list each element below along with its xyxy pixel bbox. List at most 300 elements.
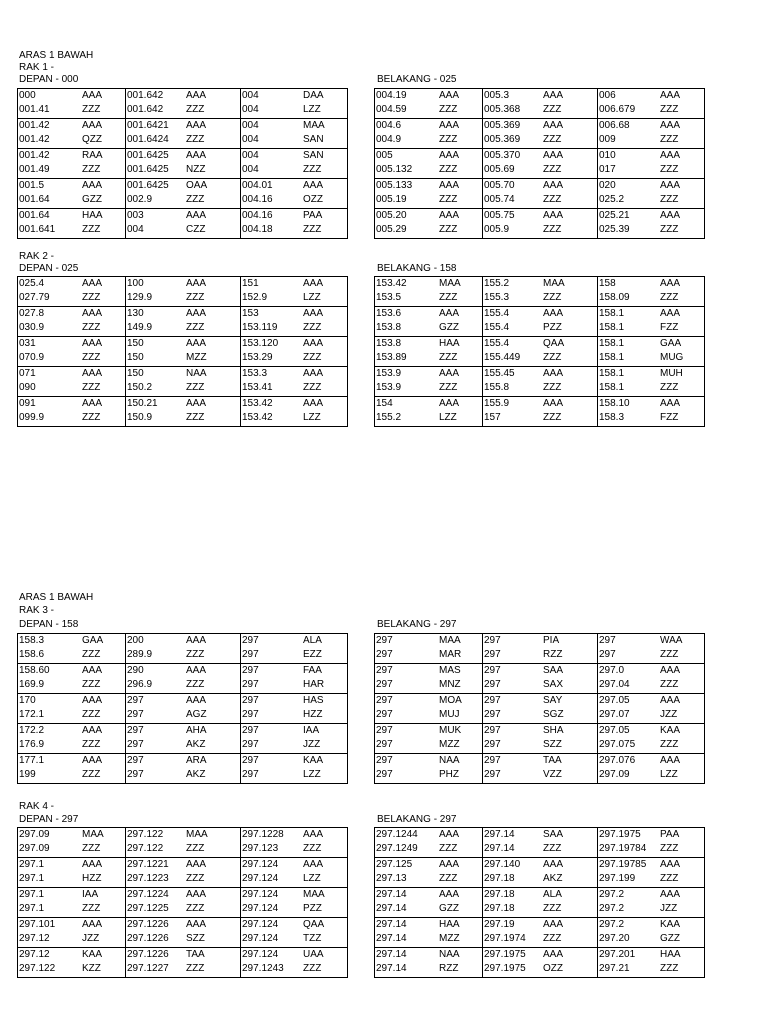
call-number-start: 297.19: [484, 919, 515, 930]
call-number-start: 297.05: [599, 695, 630, 706]
rack-heading: RAK 3 -: [19, 605, 55, 616]
shelf-range-cell: [241, 89, 348, 119]
call-number-start: 297: [599, 635, 616, 646]
shelf-range-cell: [126, 277, 241, 307]
call-number-start: 297.14: [376, 919, 407, 930]
shelf-range-cell: [483, 634, 598, 664]
shelf-range-cell: [598, 634, 705, 664]
call-number-end: 001.6424: [127, 134, 169, 145]
cutter-end: ZZZ: [82, 352, 101, 363]
call-number-start: 172.2: [19, 725, 45, 736]
shelf-range-cell: [375, 858, 483, 888]
cutter-start: AAA: [303, 859, 324, 870]
call-number-end: 005.69: [484, 164, 515, 175]
shelf-range-cell: [18, 694, 126, 724]
cutter-start: AAA: [439, 859, 460, 870]
call-number-start: 297: [242, 695, 259, 706]
shelf-range-cell: [241, 337, 348, 367]
cutter-end: ZZZ: [186, 292, 205, 303]
call-number-start: 297: [127, 725, 144, 736]
cutter-start: AAA: [82, 120, 103, 131]
cutter-end: ZZZ: [439, 194, 458, 205]
call-number-end: 005.369: [484, 134, 521, 145]
call-number-end: 297.124: [242, 873, 279, 884]
table-row: [375, 948, 705, 978]
call-number-start: 297.1: [19, 889, 45, 900]
cutter-start: KAA: [82, 949, 103, 960]
call-number-end: 001.49: [19, 164, 50, 175]
cutter-end: RZZ: [439, 963, 459, 974]
cutter-start: MAA: [82, 829, 104, 840]
call-number-start: 005.3: [484, 90, 510, 101]
cutter-end: ZZZ: [186, 412, 205, 423]
back-shelf-table: [374, 827, 705, 978]
call-number-start: 297: [242, 635, 259, 646]
cutter-end: ZZZ: [439, 873, 458, 884]
call-number-end: 297.14: [376, 903, 407, 914]
cutter-end: ZZZ: [82, 412, 101, 423]
call-number-end: 155.3: [484, 292, 510, 303]
shelf-range-cell: [18, 367, 126, 397]
call-number-start: 200: [127, 635, 144, 646]
cutter-start: AAA: [439, 210, 460, 221]
shelf-range-cell: [241, 307, 348, 337]
cutter-end: ZZZ: [543, 412, 562, 423]
cutter-start: AAA: [660, 90, 681, 101]
call-number-start: 297: [242, 665, 259, 676]
call-number-start: 158.1: [599, 368, 625, 379]
call-number-start: 290: [127, 665, 144, 676]
shelf-range-cell: [483, 277, 598, 307]
call-number-end: 158.1: [599, 322, 625, 333]
back-side-label: BELAKANG - 025: [377, 74, 457, 85]
cutter-end: ZZZ: [660, 382, 679, 393]
call-number-start: 297: [376, 755, 393, 766]
table-row: [18, 948, 348, 978]
shelf-range-cell: [18, 754, 126, 784]
back-side-label: BELAKANG - 158: [377, 263, 457, 274]
call-number-end: 297.04: [599, 679, 630, 690]
cutter-start: AAA: [82, 308, 103, 319]
table-row: [375, 209, 705, 239]
cutter-start: AAA: [439, 829, 460, 840]
cutter-start: AAA: [303, 829, 324, 840]
cutter-start: AAA: [543, 150, 564, 161]
call-number-end: 017: [599, 164, 616, 175]
cutter-end: ZZZ: [82, 709, 101, 720]
shelf-range-cell: [126, 179, 241, 209]
call-number-end: 004: [242, 164, 259, 175]
front-shelf-table: [17, 276, 348, 427]
call-number-end: 297.2: [599, 903, 625, 914]
front-side-label: DEPAN - 158: [19, 619, 79, 630]
shelf-range-cell: [375, 888, 483, 918]
call-number-start: 153.42: [242, 398, 273, 409]
table-row: [375, 307, 705, 337]
shelf-range-cell: [126, 634, 241, 664]
call-number-start: 158.10: [599, 398, 630, 409]
call-number-end: 006.679: [599, 104, 636, 115]
call-number-end: 297.18: [484, 903, 515, 914]
call-number-end: 297: [242, 649, 259, 660]
call-number-end: 153.5: [376, 292, 402, 303]
cutter-end: LZZ: [439, 412, 457, 423]
call-number-end: 297: [484, 769, 501, 780]
cutter-start: AAA: [303, 278, 324, 289]
shelf-range-cell: [483, 918, 598, 948]
call-number-end: 025.2: [599, 194, 625, 205]
call-number-end: 158.1: [599, 352, 625, 363]
shelf-range-cell: [126, 724, 241, 754]
cutter-start: AAA: [186, 210, 207, 221]
cutter-start: PAA: [660, 829, 680, 840]
shelf-range-cell: [598, 828, 705, 858]
front-shelf-table: [17, 88, 348, 239]
shelf-range-cell: [375, 397, 483, 427]
call-number-end: 297.1226: [127, 933, 169, 944]
shelf-range-cell: [241, 179, 348, 209]
shelf-range-cell: [126, 694, 241, 724]
shelf-range-cell: [126, 149, 241, 179]
cutter-end: ZZZ: [303, 963, 322, 974]
call-number-start: 005.133: [376, 180, 413, 191]
table-row: [375, 724, 705, 754]
call-number-end: 297.1975: [484, 963, 526, 974]
cutter-start: MAA: [439, 635, 461, 646]
shelf-range-cell: [126, 888, 241, 918]
cutter-end: RZZ: [543, 649, 563, 660]
cutter-start: OAA: [186, 180, 208, 191]
call-number-end: 297.14: [376, 963, 407, 974]
cutter-start: AAA: [186, 919, 207, 930]
call-number-end: 153.9: [376, 382, 402, 393]
cutter-start: AAA: [186, 90, 207, 101]
cutter-end: OZZ: [303, 194, 323, 205]
shelf-range-cell: [483, 119, 598, 149]
cutter-end: ZZZ: [82, 164, 101, 175]
call-number-start: 027.8: [19, 308, 45, 319]
cutter-end: LZZ: [303, 104, 321, 115]
cutter-start: AAA: [660, 150, 681, 161]
cutter-start: AAA: [439, 368, 460, 379]
shelf-range-cell: [241, 367, 348, 397]
cutter-start: MAS: [439, 665, 461, 676]
call-number-end: 297.13: [376, 873, 407, 884]
table-row: [18, 337, 348, 367]
shelf-range-cell: [241, 888, 348, 918]
cutter-start: AAA: [82, 695, 103, 706]
call-number-end: 004.9: [376, 134, 402, 145]
shelf-range-cell: [375, 948, 483, 978]
call-number-end: 297: [484, 709, 501, 720]
call-number-start: 005.370: [484, 150, 521, 161]
call-number-start: 297: [484, 755, 501, 766]
cutter-end: ZZZ: [439, 843, 458, 854]
shelf-range-cell: [483, 724, 598, 754]
shelf-range-cell: [375, 634, 483, 664]
call-number-start: 297.124: [242, 859, 279, 870]
call-number-start: 025.4: [19, 278, 45, 289]
call-number-start: 006: [599, 90, 616, 101]
cutter-start: AAA: [543, 120, 564, 131]
back-shelf-table: [374, 88, 705, 239]
call-number-start: 297: [376, 635, 393, 646]
cutter-end: ZZZ: [82, 739, 101, 750]
call-number-end: 297.20: [599, 933, 630, 944]
cutter-end: VZZ: [543, 769, 562, 780]
floor-heading: ARAS 1 BAWAH: [19, 50, 94, 61]
cutter-end: ZZZ: [303, 382, 322, 393]
cutter-end: ZZZ: [82, 322, 101, 333]
call-number-start: 001.6425: [127, 150, 169, 161]
cutter-start: AAA: [543, 210, 564, 221]
cutter-start: AAA: [303, 398, 324, 409]
call-number-start: 297: [484, 695, 501, 706]
table-row: [18, 149, 348, 179]
cutter-end: HZZ: [303, 709, 323, 720]
cutter-end: ZZZ: [82, 679, 101, 690]
call-number-start: 153.9: [376, 368, 402, 379]
floor-heading: ARAS 1 BAWAH: [19, 592, 94, 603]
cutter-end: ZZZ: [186, 649, 205, 660]
shelf-range-cell: [18, 307, 126, 337]
call-number-start: 297: [376, 695, 393, 706]
cutter-end: ZZZ: [186, 382, 205, 393]
shelf-range-cell: [375, 307, 483, 337]
call-number-end: 297: [484, 679, 501, 690]
cutter-end: LZZ: [303, 873, 321, 884]
cutter-end: ZZZ: [303, 164, 322, 175]
shelf-range-cell: [126, 307, 241, 337]
call-number-end: 001.641: [19, 224, 56, 235]
cutter-start: AAA: [439, 398, 460, 409]
table-row: [375, 754, 705, 784]
table-row: [18, 694, 348, 724]
cutter-start: MAA: [543, 278, 565, 289]
call-number-end: 297.12: [19, 933, 50, 944]
call-number-end: 025.39: [599, 224, 630, 235]
table-row: [18, 307, 348, 337]
call-number-start: 158.60: [19, 665, 50, 676]
cutter-start: IAA: [303, 725, 320, 736]
cutter-start: AAA: [439, 889, 460, 900]
call-number-start: 150: [127, 338, 144, 349]
call-number-end: 297.122: [127, 843, 164, 854]
cutter-end: MAR: [439, 649, 462, 660]
call-number-end: 297.14: [484, 843, 515, 854]
cutter-end: LZZ: [303, 769, 321, 780]
call-number-end: 297: [599, 649, 616, 660]
cutter-end: ZZZ: [660, 104, 679, 115]
cutter-start: QAA: [543, 338, 565, 349]
table-row: [18, 724, 348, 754]
shelf-range-cell: [598, 89, 705, 119]
cutter-end: SZZ: [543, 739, 562, 750]
front-shelf-table: [17, 633, 348, 784]
call-number-start: 005.70: [484, 180, 515, 191]
cutter-start: NAA: [439, 755, 460, 766]
cutter-end: ZZZ: [82, 843, 101, 854]
call-number-start: 000: [19, 90, 36, 101]
call-number-end: 297.075: [599, 739, 636, 750]
call-number-end: 152.9: [242, 292, 268, 303]
table-row: [375, 277, 705, 307]
cutter-start: AAA: [439, 150, 460, 161]
cutter-end: ZZZ: [543, 933, 562, 944]
shelf-range-cell: [483, 694, 598, 724]
cutter-start: TAA: [543, 755, 562, 766]
call-number-start: 297.1975: [484, 949, 526, 960]
table-row: [18, 828, 348, 858]
call-number-end: 155.8: [484, 382, 510, 393]
shelf-range-cell: [483, 209, 598, 239]
call-number-start: 004: [242, 120, 259, 131]
call-number-start: 153.120: [242, 338, 279, 349]
cutter-end: ZZZ: [82, 382, 101, 393]
call-number-end: 297: [242, 739, 259, 750]
shelf-range-cell: [18, 858, 126, 888]
call-number-end: 297.19784: [599, 843, 647, 854]
cutter-end: AKZ: [543, 873, 563, 884]
call-number-start: 020: [599, 180, 616, 191]
cutter-end: ZZZ: [660, 873, 679, 884]
shelf-range-cell: [18, 277, 126, 307]
cutter-start: AAA: [303, 368, 324, 379]
call-number-end: 297: [376, 649, 393, 660]
call-number-start: 297.14: [376, 889, 407, 900]
shelf-range-cell: [126, 754, 241, 784]
call-number-end: 150: [127, 352, 144, 363]
shelf-range-cell: [241, 754, 348, 784]
cutter-start: AAA: [82, 338, 103, 349]
cutter-start: GAA: [82, 635, 104, 646]
call-number-start: 297.124: [242, 949, 279, 960]
call-number-end: 155.4: [484, 322, 510, 333]
cutter-start: AAA: [543, 398, 564, 409]
call-number-end: 090: [19, 382, 36, 393]
call-number-start: 158.1: [599, 308, 625, 319]
shelf-range-cell: [18, 828, 126, 858]
cutter-end: JZZ: [660, 709, 678, 720]
call-number-start: 158.3: [19, 635, 45, 646]
cutter-start: AAA: [82, 859, 103, 870]
shelf-range-cell: [241, 918, 348, 948]
call-number-end: 296.9: [127, 679, 153, 690]
cutter-start: FAA: [303, 665, 322, 676]
cutter-end: SGZ: [543, 709, 564, 720]
call-number-start: 297.1244: [376, 829, 418, 840]
cutter-start: AAA: [186, 308, 207, 319]
cutter-end: ZZZ: [82, 903, 101, 914]
shelf-range-cell: [598, 307, 705, 337]
call-number-end: 158.6: [19, 649, 45, 660]
call-number-start: 004: [242, 90, 259, 101]
call-number-end: 155.2: [376, 412, 402, 423]
cutter-end: EZZ: [303, 649, 322, 660]
call-number-end: 297: [484, 649, 501, 660]
shelf-range-cell: [483, 858, 598, 888]
cutter-start: AAA: [186, 889, 207, 900]
cutter-start: HAA: [660, 949, 681, 960]
call-number-end: 001.41: [19, 104, 50, 115]
call-number-start: 297.0: [599, 665, 625, 676]
cutter-start: ALA: [543, 889, 562, 900]
shelf-range-cell: [483, 754, 598, 784]
shelf-range-cell: [483, 89, 598, 119]
call-number-start: 297: [127, 755, 144, 766]
table-row: [18, 89, 348, 119]
call-number-start: 130: [127, 308, 144, 319]
cutter-start: AAA: [660, 180, 681, 191]
call-number-end: 153.29: [242, 352, 273, 363]
shelf-range-cell: [375, 694, 483, 724]
cutter-end: ZZZ: [543, 104, 562, 115]
cutter-end: LZZ: [303, 292, 321, 303]
table-row: [375, 89, 705, 119]
shelf-range-cell: [241, 149, 348, 179]
cutter-start: AAA: [543, 919, 564, 930]
call-number-end: 297.1: [19, 903, 45, 914]
cutter-end: ZZZ: [186, 104, 205, 115]
call-number-end: 129.9: [127, 292, 153, 303]
cutter-start: QAA: [303, 919, 325, 930]
cutter-start: IAA: [82, 889, 99, 900]
call-number-start: 297.12: [19, 949, 50, 960]
cutter-start: AAA: [82, 278, 103, 289]
call-number-start: 297: [242, 755, 259, 766]
cutter-end: KZZ: [82, 963, 101, 974]
cutter-end: FZZ: [660, 322, 679, 333]
table-row: [375, 664, 705, 694]
cutter-end: ZZZ: [660, 224, 679, 235]
call-number-start: 297.09: [19, 829, 50, 840]
call-number-end: 150.9: [127, 412, 153, 423]
cutter-start: HAA: [439, 338, 460, 349]
call-number-end: 297: [242, 709, 259, 720]
cutter-start: AAA: [186, 398, 207, 409]
call-number-end: 001.42: [19, 134, 50, 145]
call-number-end: 297.1225: [127, 903, 169, 914]
cutter-start: KAA: [660, 725, 681, 736]
table-row: [375, 694, 705, 724]
shelf-range-cell: [598, 119, 705, 149]
shelf-range-cell: [375, 179, 483, 209]
call-number-end: 099.9: [19, 412, 45, 423]
call-number-end: 297.122: [19, 963, 56, 974]
shelf-range-cell: [375, 119, 483, 149]
call-number-start: 025.21: [599, 210, 630, 221]
cutter-end: ZZZ: [439, 352, 458, 363]
cutter-end: ZZZ: [439, 292, 458, 303]
cutter-end: ZZZ: [82, 104, 101, 115]
cutter-start: AAA: [660, 695, 681, 706]
call-number-end: 001.64: [19, 194, 50, 205]
table-row: [375, 119, 705, 149]
cutter-end: SZZ: [186, 933, 205, 944]
call-number-start: 155.2: [484, 278, 510, 289]
shelf-range-cell: [375, 367, 483, 397]
shelf-range-cell: [598, 337, 705, 367]
cutter-end: ZZZ: [660, 134, 679, 145]
cutter-end: GZZ: [439, 322, 459, 333]
call-number-end: 153.119: [242, 322, 278, 333]
call-number-start: 153.8: [376, 338, 402, 349]
call-number-start: 158: [599, 278, 616, 289]
cutter-start: NAA: [439, 949, 460, 960]
cutter-start: AAA: [543, 90, 564, 101]
back-shelf-table: [374, 633, 705, 784]
cutter-start: AAA: [543, 308, 564, 319]
